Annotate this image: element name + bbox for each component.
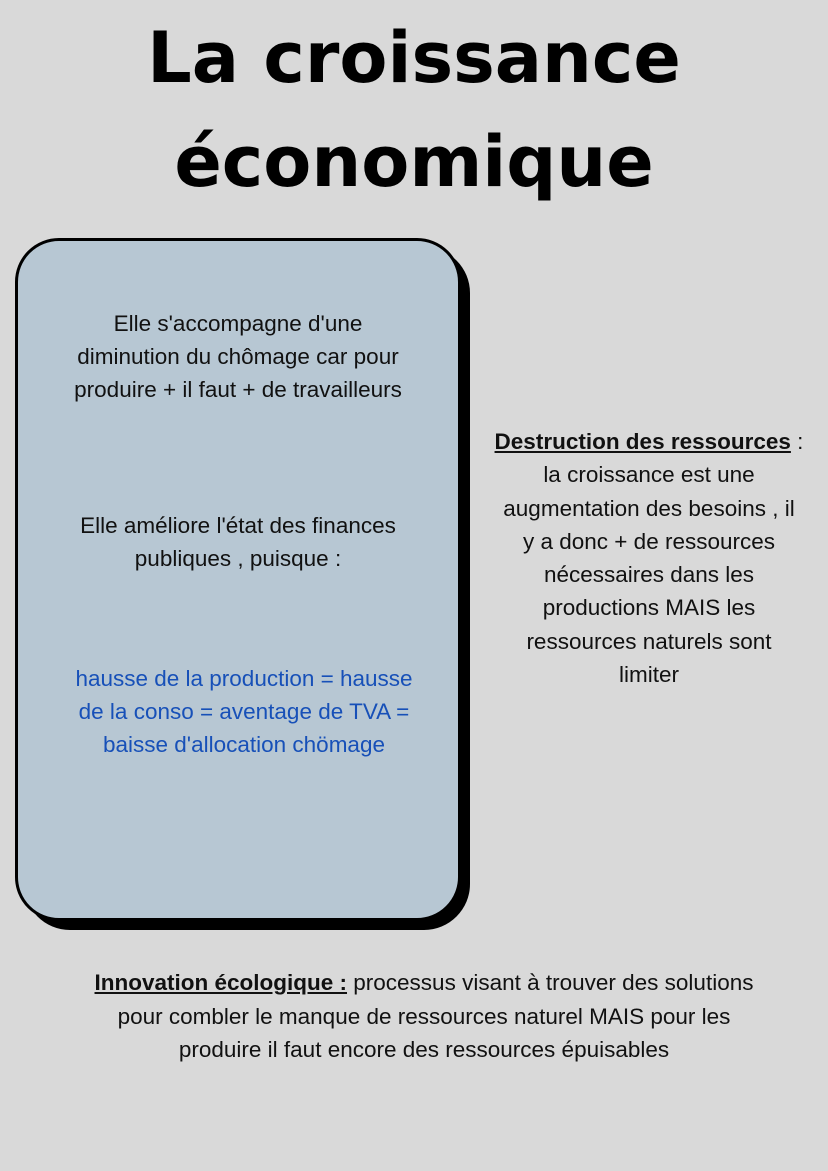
side-line: y a donc + de ressources [522,528,775,554]
card-paragraph-equation [24,662,464,761]
info-card [15,238,461,921]
side-line: nécessaires dans les [543,562,755,588]
title-line-2: économique [174,121,654,203]
card-p1-line: diminution du chômage car pour [77,344,399,369]
page-title [0,6,828,214]
card-p2-line: Elle améliore l'état des finances [80,513,396,538]
side-heading: Destruction des ressources [494,429,791,454]
side-line: productions MAIS les [542,595,756,621]
bottom-line-2: pour combler le manque de ressources naturel MAIS pour les [117,1003,731,1029]
side-line: la croissance est une [543,462,755,488]
bottom-line-3: produire il faut encore des ressources épuisables [178,1037,670,1062]
card-p3-line: hausse de la production = hausse [75,666,413,691]
card-p1-line: produire + il faut + de travailleurs [74,377,402,402]
card-paragraph-finances [18,509,458,575]
side-heading-line [470,425,828,458]
side-heading-suffix: : [790,429,804,454]
side-line: ressources naturels sont [526,628,772,654]
card-paragraph-chomage [18,307,458,406]
side-line: augmentation des besoins , il [503,495,795,521]
bottom-line-1 [20,966,828,1000]
card-p1-line: Elle s'accompagne d'une [113,311,363,336]
bottom-text-innovation [20,966,828,1067]
card-p2-line: publiques , puisque : [134,546,342,571]
card-p3-line: baisse d'allocation chömage [103,732,385,757]
bottom-line-1-rest: processus visant à trouver des solutions [347,970,754,995]
side-line: limiter [619,662,679,688]
card-p3-line: de la conso = aventage de TVA = [78,699,410,724]
side-text-destruction [470,425,828,691]
title-line-1: La croissance [147,17,681,99]
bottom-heading: Innovation écologique : [94,970,348,995]
